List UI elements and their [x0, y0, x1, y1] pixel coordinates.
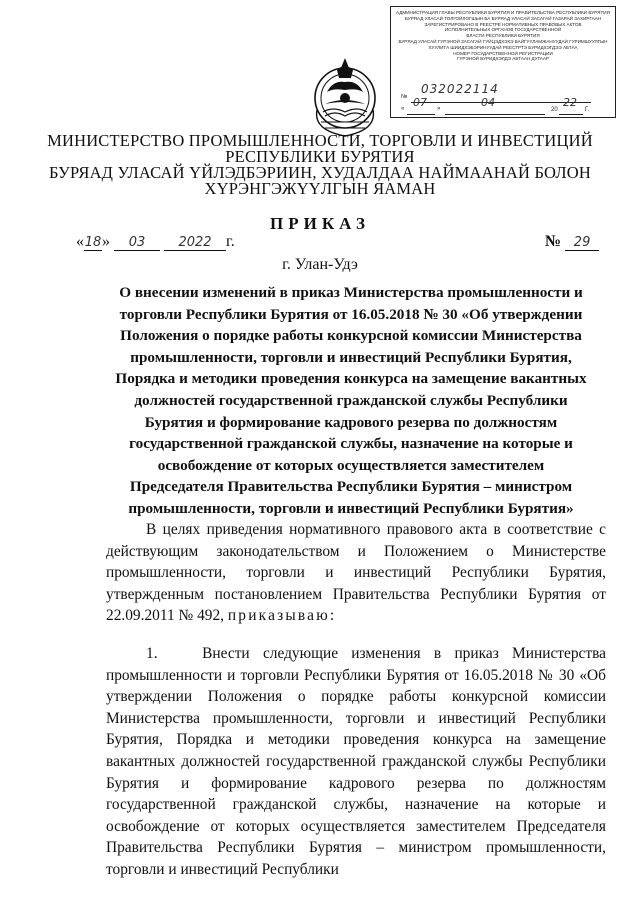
order-number-value: 29 [565, 235, 599, 251]
order-number-prefix: № [545, 233, 562, 250]
order-title: О внесении изменений в приказ Министерства промышленности и торговли Республики Бурятия от 16.05.2018 № 30 «Об утверждении Положения о порядке работы конкурсной комиссии Министерства промышленности, торговли и инвестиций Республики Бурятия, Порядка и методики проведения конкурса на замещение вакантных должностей государственной гражданской службы Республики Бурятия и формирование кадрового резерва по должностям государственной гражданской службы, назначение на которые и освобождение от которых осуществляется заместителем Председателя Правительства Республики Бурятия – министром промышленности, торговли и инвестиций Республики Бурятия» [115, 284, 587, 517]
ministry-name-bur-line1: БУРЯАД УЛАСАЙ ҮЙЛЭДБЭРИИН, ХУДАЛДАА НАЙМААНАЙ БОЛОН [49, 163, 591, 182]
registration-stamp [390, 6, 616, 118]
order-date-year: 2022 [164, 235, 226, 251]
stamp-line: БУРЯАД УЛАСАЙ ГУРЭНОЙ ЗАСАГАЙ ГУЙЦЭДХЭХЭ БАЙГУУЛАМЖАНУУДАЙ ГУРИМШУУЛГЫН [398, 38, 608, 44]
body-item-1-text: Внести следующие изменения в приказ Министерства промышленности и торговли Республики Бурятия от 16.05.2018 № 30 «Об утверждении Положения о порядке работы конкурсной комиссии Министерства промышленности, торговли и инвестиций Республики Бурятия, Порядка и методики проведения конкурса на замещение вакантных должностей государственной гражданской службы Республики Бурятия и формирование кадрового резерва по должностям государственной гражданской службы, назначение на которые и освобождение от которых осуществляется заместителем Председателя Правительства Республики Бурятия – министром промышленности, торговли и инвестиций Республики [106, 645, 606, 878]
ministry-name-ru-line2: РЕСПУБЛИКИ БУРЯТИЯ [225, 147, 415, 166]
stamp-date-year: 22 [563, 96, 577, 109]
stamp-line: ЗАРЕГИСТРИРОВАНО В РЕЕСТРЕ НОРМАТИВНЫХ ПРАВОВЫХ АКТОВ [424, 21, 582, 27]
stamp-date-day: 07 [413, 96, 427, 109]
order-date-suffix: г. [226, 233, 235, 250]
stamp-line: ВЛАСТИ РЕСПУБЛИКИ БУРЯТИЯ [466, 33, 540, 39]
stamp-date-suffix: Г. [585, 107, 590, 113]
body-intro-text: В целях приведения нормативного правового акта в соответствие с действующим законодательством и Положением о Министерстве промышленности, торговли и инвестиций Республики Бурятия, утвержденным постановлением Правительства Республики Бурятия от 22.09.2011 № 492, [106, 521, 606, 625]
order-date [76, 233, 235, 251]
body-item-1-number: 1. [146, 645, 158, 662]
order-date-close: » [102, 233, 110, 250]
stamp-line: ГУРЭНОЙ БУРИДХЭЛДЭ АБТААН ДУГААР [456, 56, 549, 62]
body-item-1 [106, 643, 606, 881]
stamp-line: БУРЯАД УЛАСАЙ ТОЛГОЙЛОГШЫН БА БУРЯАД УЛАСАЙ ЗАСАГАЙ ГАЗАРАЙ ЗАХИРГААН [404, 15, 602, 21]
ministry-name-ru-line1: МИНИСТЕРСТВО ПРОМЫШЛЕННОСТИ, ТОРГОВЛИ И ИНВЕСТИЦИЙ [47, 131, 593, 150]
stamp-date-year-prefix: 20 [551, 107, 558, 113]
stamp-line: ХУУЛИТА ШИИДХЭБЭРИНУУДАЙ РЕЕСТРТЭ БУРИДХЭГДЭЭ АБТАА [428, 44, 578, 50]
stamp-reg-prefix: № [401, 94, 408, 100]
order-number [545, 233, 599, 251]
stamp-line: НОМЕР ГОСУДАРСТВЕННОЙ РЕГИСТРАЦИИ [453, 50, 553, 56]
stamp-line: ИСПОЛНИТЕЛЬНЫХ ОРГАНОВ ГОСУДАРСТВЕННОЙ [444, 27, 562, 33]
body-intro-paragraph [106, 519, 606, 627]
order-date-open: « [76, 233, 84, 250]
ministry-name-bur-line2: ХҮРЭНГЭЖҮҮЛГЫН ЯАМАН [204, 179, 436, 198]
stamp-line: АДМИНИСТРАЦИЯ ГЛАВЫ РЕСПУБЛИКИ БУРЯТИЯ И ПРАВИТЕЛЬСТВА РЕСПУБЛИКИ БУРЯТИЯ [396, 10, 610, 15]
body-intro-command: приказываю: [227, 607, 337, 625]
order-date-day: 18 [84, 235, 102, 250]
stamp-reg-number: 032022114 [421, 82, 499, 96]
order-city: г. Улан-Удэ [282, 256, 358, 273]
stamp-date-close: » [437, 106, 441, 112]
stamp-date-open: « [401, 106, 405, 112]
order-date-month: 03 [114, 235, 160, 251]
buryatia-emblem-icon [303, 52, 387, 142]
document-type-heading: ПРИКАЗ [270, 214, 370, 233]
stamp-date-month: 04 [481, 96, 495, 109]
